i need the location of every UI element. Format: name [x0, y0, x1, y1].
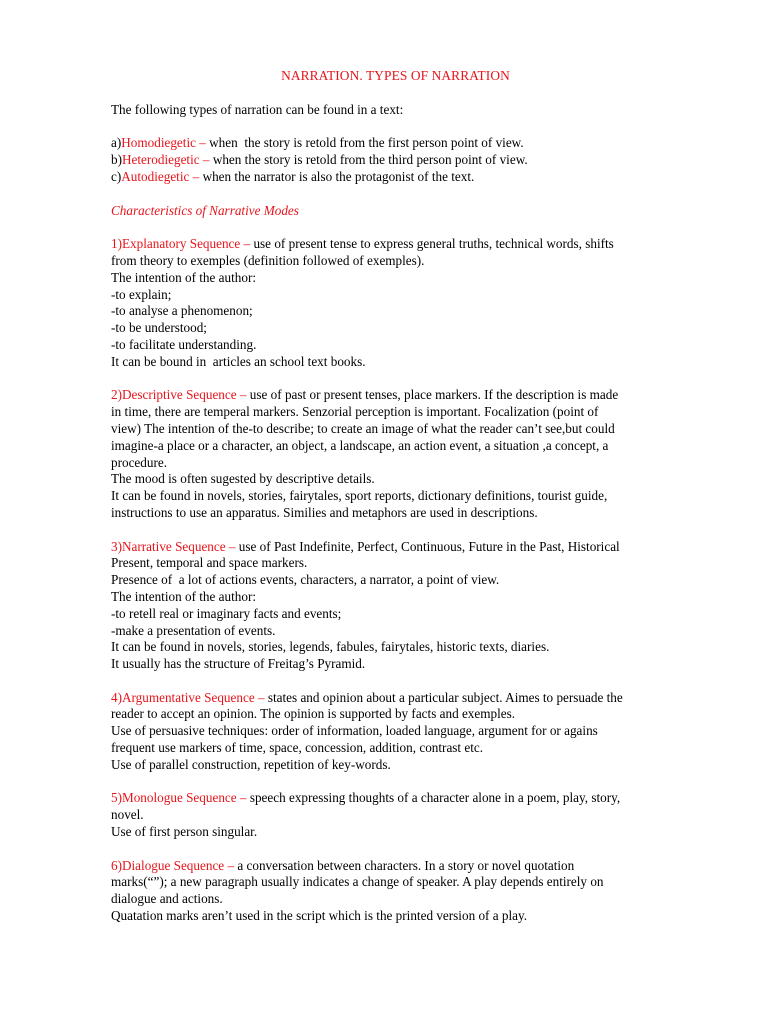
sequence-term: 1)Explanatory Sequence –: [111, 236, 251, 252]
section-text-line: -to facilitate understanding.: [111, 336, 257, 352]
narration-type-term: Autodiegetic –: [121, 168, 200, 184]
section-first-line: 5)Monologue Sequence – speech expressing thoughts of a character alone in a poem, play, story,: [111, 790, 621, 806]
section-text-line: Use of persuasive techniques: order of information, loaded language, argument for or agains: [111, 723, 598, 739]
section-text-line: novel.: [111, 807, 144, 823]
section-text-line: It can be found in novels, stories, fairytales, sport reports, dictionary definitions, tourist guide,: [111, 488, 608, 504]
sequence-term: 2)Descriptive Sequence –: [111, 387, 247, 403]
document-title: NARRATION. TYPES OF NARRATION: [281, 68, 510, 83]
narration-types-list: [111, 135, 716, 185]
section-text-line: from theory to exemples (definition followed of exemples).: [111, 252, 425, 268]
section-text-line: -to analyse a phenomenon;: [111, 303, 253, 319]
section-text-line: imagine-a place or a character, an object, a landscape, an action event, a situation ,a concept, a: [111, 437, 609, 453]
section-text-line: The intention of the author:: [111, 269, 257, 285]
section-text-line: frequent use markers of time, space, concession, addition, contrast etc.: [111, 740, 484, 756]
sequence-section: [111, 539, 716, 673]
narration-type-item: c)Autodiegetic – when the narrator is also the protagonist of the text.: [111, 168, 475, 184]
sequence-section: [111, 790, 716, 840]
sequence-section: [111, 387, 716, 521]
section-text-line: -to explain;: [111, 286, 172, 302]
sequence-term: 6)Dialogue Sequence –: [111, 857, 235, 873]
section-first-line: 1)Explanatory Sequence – use of present tense to express general truths, technical words, shifts: [111, 236, 614, 252]
section-text-line: view) The intention of the-to describe; to create an image of what the reader can’t see,but could: [111, 420, 615, 436]
section-text-line: marks(“”); a new paragraph usually indicates a change of speaker. A play depends entirely on: [111, 874, 604, 890]
sequence-term: 3)Narrative Sequence –: [111, 538, 236, 554]
section-text-line: dialogue and actions.: [111, 891, 223, 907]
section-text-line: instructions to use an apparatus. Similies and metaphors are used in descriptions.: [111, 504, 538, 520]
characteristics-heading: Characteristics of Narrative Modes: [111, 202, 299, 218]
section-text-line: reader to accept an opinion. The opinion is supported by facts and exemples.: [111, 706, 516, 722]
section-text-line: It can be bound in articles an school text books.: [111, 353, 366, 369]
section-text-line: in time, there are temperal markers. Senzorial perception is important. Focalization (point of: [111, 404, 599, 420]
sequence-section: [111, 690, 716, 774]
section-first-line: 3)Narrative Sequence – use of Past Indefinite, Perfect, Continuous, Future in the Past, Historical: [111, 538, 620, 554]
section-text-line: It usually has the structure of Freitag’s Pyramid.: [111, 656, 366, 672]
section-first-line: 6)Dialogue Sequence – a conversation between characters. In a story or novel quotation: [111, 857, 575, 873]
section-text-line: procedure.: [111, 454, 168, 470]
narration-type-term: Heterodiegetic –: [122, 152, 210, 168]
section-text-line: -to retell real or imaginary facts and events;: [111, 605, 342, 621]
section-text-line: Present, temporal and space markers.: [111, 555, 308, 571]
section-first-line: 2)Descriptive Sequence – use of past or present tenses, place markers. If the description is made: [111, 387, 619, 403]
section-text-line: Use of first person singular.: [111, 824, 258, 840]
sequence-sections: [111, 236, 716, 925]
narration-type-term: Homodiegetic –: [121, 135, 206, 151]
section-text-line: The mood is often sugested by descriptive details.: [111, 471, 375, 487]
sequence-section: [111, 236, 716, 370]
narration-type-item: a)Homodiegetic – when the story is retold from the first person point of view.: [111, 135, 524, 151]
section-text-line: Presence of a lot of actions events, characters, a narrator, a point of view.: [111, 572, 500, 588]
intro-paragraph: The following types of narration can be found in a text:: [111, 101, 404, 117]
section-text-line: It can be found in novels, stories, legends, fabules, fairytales, historic texts, diaries.: [111, 639, 550, 655]
section-first-line: 4)Argumentative Sequence – states and opinion about a particular subject. Aimes to persuade the: [111, 689, 623, 705]
section-text-line: Use of parallel construction, repetition of key-words.: [111, 756, 391, 772]
sequence-term: 5)Monologue Sequence –: [111, 790, 247, 806]
section-text-line: -to be understood;: [111, 320, 207, 336]
narration-type-item: b)Heterodiegetic – when the story is retold from the third person point of view.: [111, 152, 528, 168]
section-text-line: The intention of the author:: [111, 588, 257, 604]
section-text-line: Quatation marks aren’t used in the script which is the printed version of a play.: [111, 908, 528, 924]
sequence-term: 4)Argumentative Sequence –: [111, 689, 265, 705]
sequence-section: [111, 858, 716, 925]
section-text-line: -make a presentation of events.: [111, 622, 276, 638]
